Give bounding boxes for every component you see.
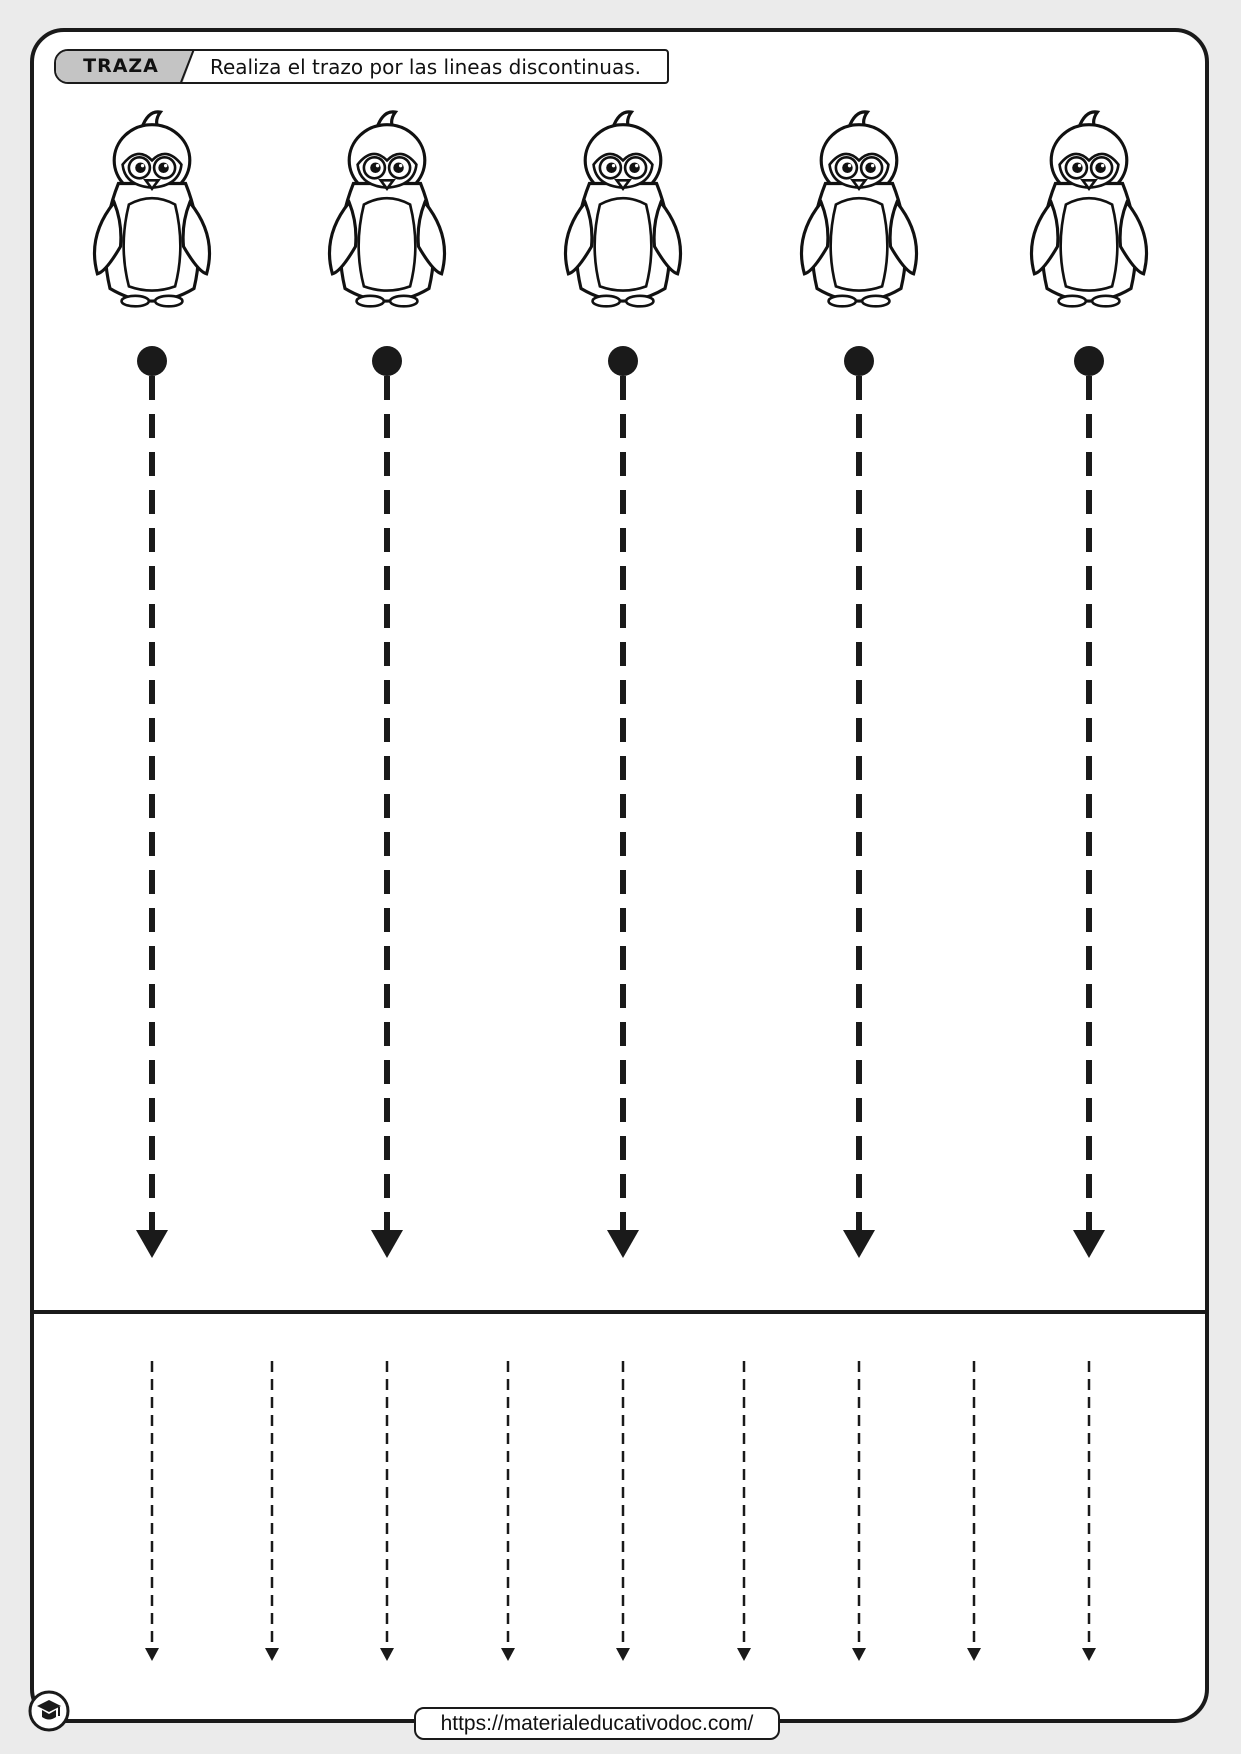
practice-line[interactable] — [145, 1361, 159, 1661]
graduation-cap-logo-icon — [27, 1689, 71, 1733]
arrow-down-icon — [380, 1648, 394, 1661]
arrow-down-icon — [1082, 1648, 1096, 1661]
penguin-icon — [329, 112, 444, 306]
footer-url-link[interactable]: https://materialeducativodoc.com/ — [414, 1707, 780, 1740]
guide-line[interactable] — [607, 346, 639, 1258]
practice-line[interactable] — [616, 1361, 630, 1661]
arrow-down-icon — [737, 1648, 751, 1661]
guide-line[interactable] — [371, 346, 403, 1258]
practice-line[interactable] — [265, 1361, 279, 1661]
start-dot — [372, 346, 402, 376]
guide-line[interactable] — [843, 346, 875, 1258]
practice-line[interactable] — [967, 1361, 981, 1661]
arrow-down-icon — [136, 1230, 168, 1258]
start-dot — [1074, 346, 1104, 376]
arrow-down-icon — [1073, 1230, 1105, 1258]
penguin-icon — [1031, 112, 1146, 306]
arrow-down-icon — [843, 1230, 875, 1258]
arrow-down-icon — [852, 1648, 866, 1661]
arrow-down-icon — [616, 1648, 630, 1661]
arrow-down-icon — [371, 1230, 403, 1258]
arrow-down-icon — [501, 1648, 515, 1661]
practice-line[interactable] — [737, 1361, 751, 1661]
practice-line[interactable] — [852, 1361, 866, 1661]
penguin-icon — [565, 112, 680, 306]
start-dot — [137, 346, 167, 376]
header-instruction: Realiza el trazo por las lineas discontinuas. — [210, 55, 642, 79]
guide-line[interactable] — [1073, 346, 1105, 1258]
practice-line[interactable] — [380, 1361, 394, 1661]
start-dot — [844, 346, 874, 376]
start-dot — [608, 346, 638, 376]
header-tag: TRAZA — [83, 55, 159, 77]
arrow-down-icon — [967, 1648, 981, 1661]
guide-line[interactable] — [136, 346, 168, 1258]
practice-line[interactable] — [501, 1361, 515, 1661]
penguin-icon — [801, 112, 916, 306]
arrow-down-icon — [265, 1648, 279, 1661]
arrow-down-icon — [607, 1230, 639, 1258]
penguin-icon — [94, 112, 209, 306]
practice-line[interactable] — [1082, 1361, 1096, 1661]
arrow-down-icon — [145, 1648, 159, 1661]
